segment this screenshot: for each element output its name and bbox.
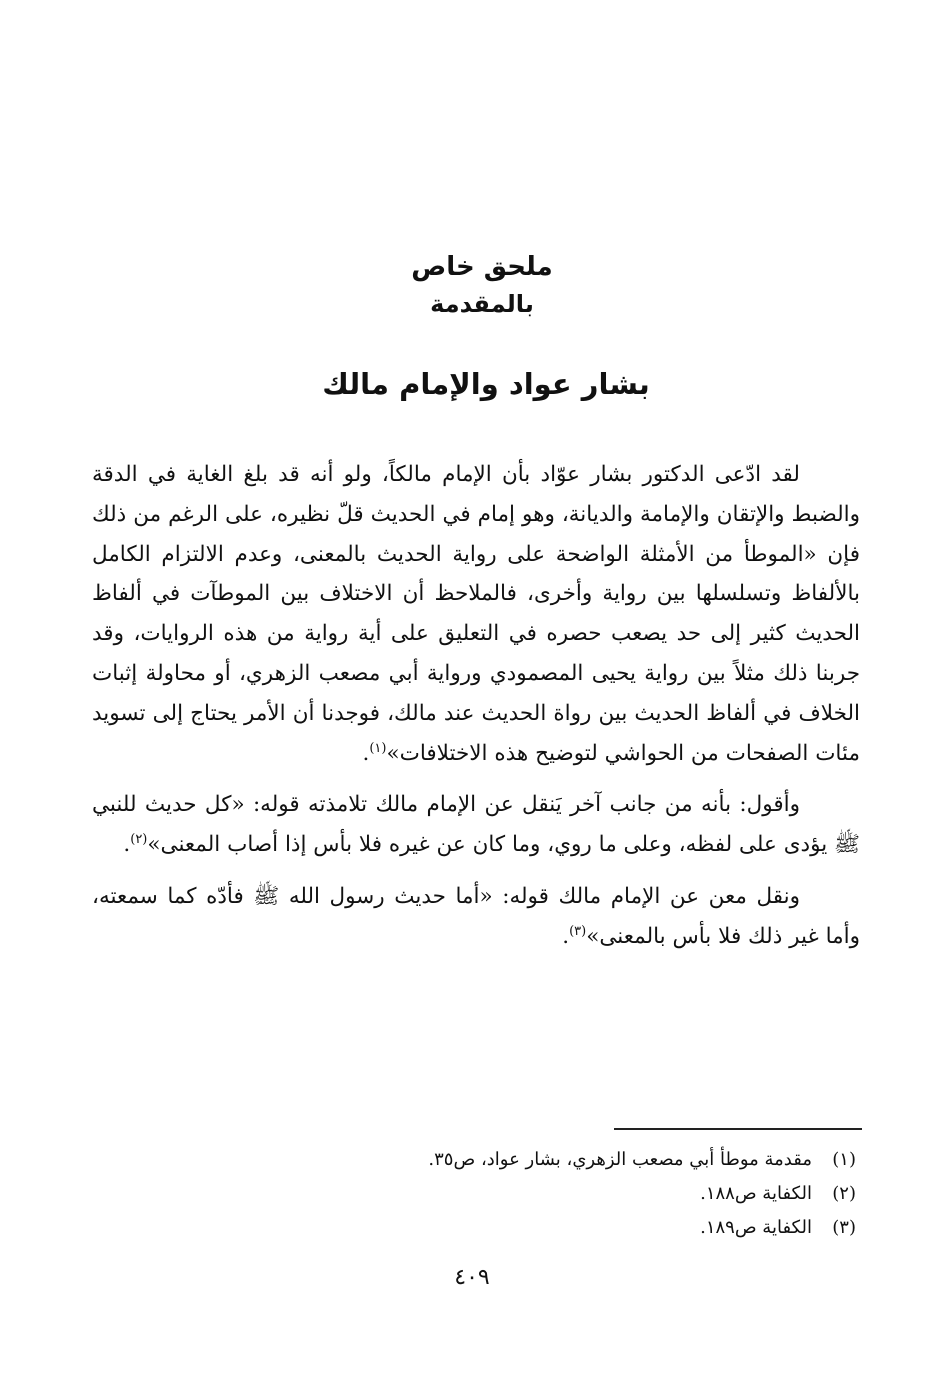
footnote-text: الكفاية ص١٨٨. <box>700 1183 812 1204</box>
paragraph-text: وأقول: بأنه من جانب آخر يَنقل عن الإمام مالك تلامذته قوله: «كل حديث للنبي ﷺ يؤدى على لفظه، وعلى ما روي، وما كان عن غيره فلا بأس إذا أصاب المعنى» <box>92 792 860 858</box>
appendix-heading <box>0 248 944 322</box>
footnote-divider <box>614 1128 862 1130</box>
footnote-number: (٢) <box>832 1183 856 1204</box>
paragraph <box>92 877 860 957</box>
footnote-marker: (٢) <box>130 832 148 848</box>
paragraph-text: ونقل معن عن الإمام مالك قوله: «أما حديث رسول الله ﷺ فأدّه كما سمعته، وأما غير ذلك فلا بأس بالمعنى» <box>92 883 860 949</box>
footnote <box>300 1211 856 1245</box>
footnote-number: (١) <box>832 1149 856 1170</box>
paragraph-text: لقد ادّعى الدكتور بشار عوّاد بأن الإمام مالكاً، ولو أنه قد بلغ الغاية في الدقة والضبط والإتقان والإمامة والديانة، وهو إمام في الحديث قلّ نظيره، على الرغم من ذلك فإن «الموطأ من الأمثلة الواضحة على رواية الحديث بالمعنى، وعدم الالتزام الكامل بالألفاظ وتسلسلها بين رواية وأخرى، فالملاحظ أن الاختلاف بين الموطآت في ألفاظ الحديث كثير إلى حد يصعب حصره في التعليق على أية رواية من هذه الروايات، وقد جربنا ذلك مثلاً بين رواية يحيى المصمودي ورواية أبي مصعب الزهري، أو محاولة إثبات الخلاف في ألفاظ الحديث بين رواة الحديث عند مالك، فوجدنا أن الأمر يحتاج إلى تسويد مئات الصفحات من الحواشي لتوضيح هذه الاختلافات» <box>92 462 860 766</box>
page-number: ٤٠٩ <box>454 1265 490 1290</box>
body-text <box>92 455 860 969</box>
paragraph-end: . <box>562 923 570 949</box>
appendix-title: ملحق خاص <box>411 252 553 282</box>
paragraph-end: . <box>362 740 370 766</box>
paragraph-end: . <box>123 832 131 858</box>
footnote-marker: (٣) <box>569 923 587 939</box>
chapter-title: بشار عواد والإمام مالك <box>322 367 650 401</box>
footnote <box>300 1143 856 1177</box>
paragraph <box>92 785 860 865</box>
footnote-text: مقدمة موطأ أبي مصعب الزهري، بشار عواد، ص٣٥. <box>428 1149 812 1170</box>
paragraph <box>92 455 860 773</box>
footnote-text: الكفاية ص١٨٩. <box>700 1217 812 1238</box>
footnotes <box>300 1143 856 1245</box>
appendix-subtitle: بالمقدمة <box>430 290 534 318</box>
footnote <box>300 1177 856 1211</box>
footnote-number: (٣) <box>832 1217 856 1238</box>
footnote-marker: (١) <box>369 740 387 756</box>
